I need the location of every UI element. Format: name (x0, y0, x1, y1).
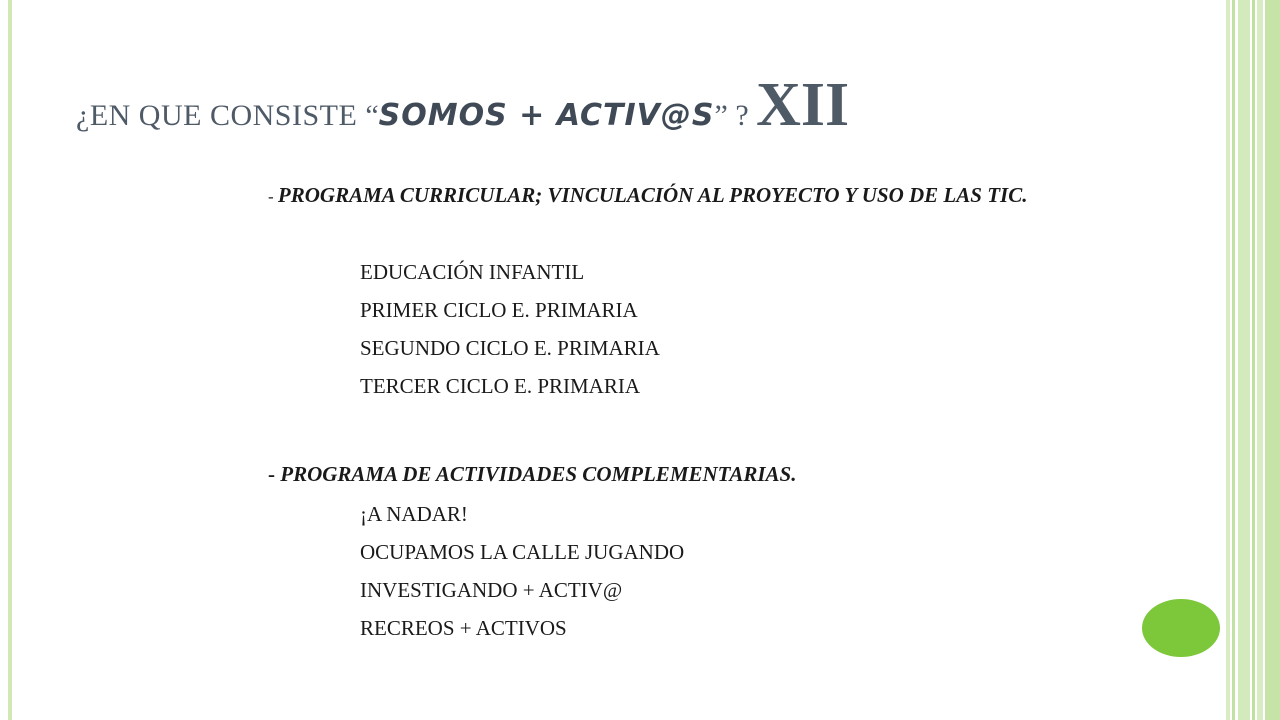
slide-title (76, 70, 849, 141)
title-close-quote: ” ? (714, 99, 757, 132)
curricular-list (360, 253, 660, 405)
title-open-quote: “ (365, 99, 379, 132)
list-item: INVESTIGANDO + ACTIV@ (360, 578, 623, 602)
stripe (1265, 0, 1280, 720)
list-item: ¡A NADAR! (360, 502, 468, 526)
list-item: TERCER CICLO E. PRIMARIA (360, 374, 641, 398)
section-dash: - (268, 187, 278, 206)
activities-list (360, 495, 684, 647)
title-brand: SOMOS + ACTIV@S (378, 98, 715, 133)
list-item: OCUPAMOS LA CALLE JUGANDO (360, 540, 685, 564)
list-item: SEGUNDO CICLO E. PRIMARIA (360, 336, 660, 360)
stripe (1252, 0, 1255, 720)
green-circle-decoration (1142, 599, 1220, 657)
list-item: EDUCACIÓN INFANTIL (360, 260, 585, 284)
section-heading-complementary (268, 459, 1068, 491)
title-prefix: ¿EN QUE CONSISTE (76, 99, 366, 132)
title-number: XII (756, 71, 850, 139)
stripe (1232, 0, 1235, 720)
stripe (1238, 0, 1250, 720)
section-heading-curricular (268, 180, 1068, 212)
section-heading-text: PROGRAMA DE ACTIVIDADES COMPLEMENTARIAS. (280, 462, 797, 486)
stripe (1226, 0, 1230, 720)
right-decorative-stripes (1226, 0, 1280, 720)
list-item: PRIMER CICLO E. PRIMARIA (360, 298, 638, 322)
stripe (1257, 0, 1263, 720)
section-dash: - (268, 462, 281, 486)
left-border-line (8, 0, 12, 720)
list-item: RECREOS + ACTIVOS (360, 616, 567, 640)
section-heading-text: PROGRAMA CURRICULAR; VINCULACIÓN AL PROYECTO Y USO DE LAS TIC. (277, 183, 1028, 207)
